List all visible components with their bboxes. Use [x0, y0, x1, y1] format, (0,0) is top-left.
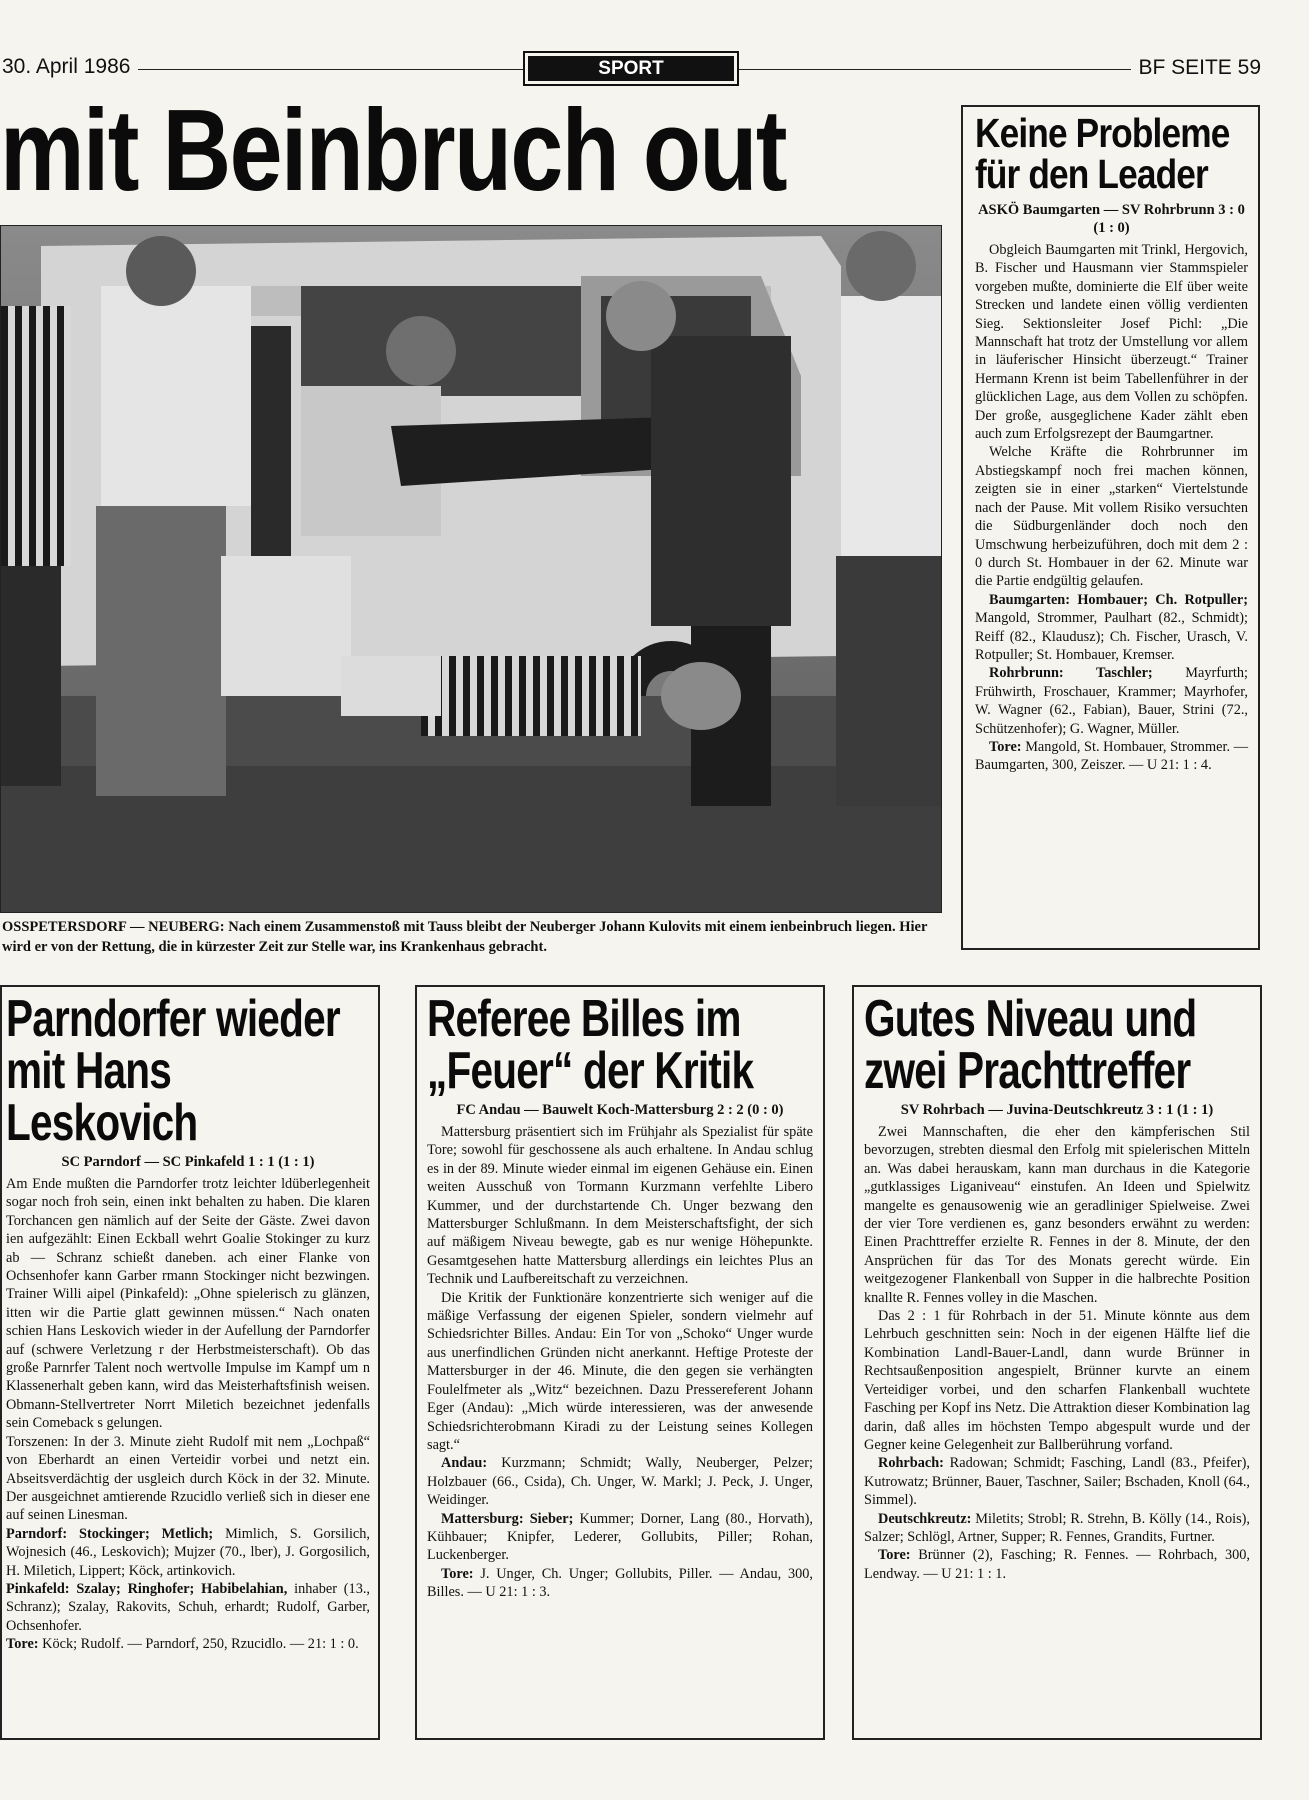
- paragraph: Die Kritik der Funktionäre konzentrierte sich weniger auf die mäßige Verfassung der eigenen Spieler, sondern vielmehr auf Schiedsrichter Billes. Andau: Ein Tor von „Schoko“ Unger wurde aus unerfindlichen Gründen nicht anerkannt. Heftige Proteste der Mattersburger in der 46. Minute, die den gegen sie verhängten Foulelfmeter als „Witz“ bezeichnen. Dazu Pressereferent Johann Eger (Andau): „Mich würde interessieren, was der anwesende Schiedsrichterobmann Kiradi zu der Leistung seines Kollegen sagt.“: [427, 1289, 813, 1453]
- article-body: [975, 241, 1248, 591]
- match-result: ASKÖ Baumgarten — SV Rohrbrunn 3 : 0 (1 : 0): [978, 202, 1245, 236]
- article-parndorfer: [0, 985, 380, 1740]
- article-keine-probleme: [961, 105, 1260, 950]
- article-body: [864, 1123, 1250, 1454]
- lineup-home: Parndorf: Stockinger; Metlich; Mimlich, S. Gorsilich, Wojnesich (46., Leskovich); Mujzer (70., lber), J. Gorgosilich, H. Miletich, Lippert; Köck, artinkovich.: [6, 1525, 370, 1579]
- match-result: SC Parndorf — SC Pinkafeld 1 : 1 (1 : 1): [61, 1154, 315, 1170]
- match-result: FC Andau — Bauwelt Koch-Mattersburg 2 : 2 (0 : 0): [456, 1102, 784, 1118]
- paragraph: Zwei Mannschaften, die eher den kämpferischen Stil bevorzugen, strebten diesmal den Erfolg mit spielerischen Mitteln an. Was dabei herauskam, kann man durchaus in die Kategorie „gutklassiges Liganiveau“ einstufen. An Ideen und Spielwitz mangelte es genausowenig wie an geradliniger Spielweise. Zwei der vier Tore verdienen es, ganz besonders erwähnt zu werden: Einen Prachttreffer erzielte R. Fennes in der 8. Minute, der den Ansprüchen für das Tor des Monats gerecht würde. Ein weitgezogener Flankenball von Supper in die halbrechte Position knallte R. Fennes volley in die Maschen.: [864, 1124, 1250, 1306]
- article-referee-billes: [415, 985, 825, 1740]
- goals-line: Tore: J. Unger, Ch. Unger; Gollubits, Piller. — Andau, 300, Billes. — U 21: 1 : 3.: [427, 1565, 813, 1601]
- article-headline: Parndorfer wieder mit Hans Leskovich: [6, 990, 340, 1152]
- header-rule-right: [739, 69, 1131, 70]
- main-headline: mit Beinbruch out: [0, 85, 786, 215]
- news-photo: [0, 225, 942, 913]
- article-body: [427, 1123, 813, 1454]
- section-label: [523, 51, 739, 86]
- photo-caption: OSSPETERSDORF — NEUBERG: Nach einem Zusammenstoß mit Tauss bleibt der Neuberger Johann Kulovits mit einem ienbeinbruch liegen. Hier wird er von der Rettung, die in kürzester Zeit zur Stelle war, ins Krankenhaus gebracht.: [2, 919, 928, 955]
- goals-line: Tore: Mangold, St. Hombauer, Strommer. — Baumgarten, 300, Zeiszer. — U 21: 1 : 4.: [975, 738, 1248, 774]
- lineup-away: Pinkafeld: Szalay; Ringhofer; Habibelahian, inhaber (13., Schranz); Szalay, Rakovits, Schuh, erhardt; Rudolf, Garber, Ochsenhofer.: [6, 1580, 370, 1634]
- header-rule-left: [138, 69, 523, 70]
- match-result: SV Rohrbach — Juvina-Deutschkreutz 3 : 1 (1 : 1): [900, 1102, 1214, 1118]
- lineup-away: Rohrbrunn: Taschler; Mayrfurth; Frühwirth, Froschauer, Krammer; Mayrhofer, W. Wagner (62., Fabian), Bauer, Strini (72., Schützenhofer); G. Wagner, Müller.: [975, 665, 1248, 737]
- goals-line: Tore: Köck; Rudolf. — Parndorf, 250, Rzucidlo. — 21: 1 : 0.: [6, 1636, 359, 1653]
- issue-date: 30. April 1986: [2, 55, 131, 78]
- paragraph: Obgleich Baumgarten mit Trinkl, Hergovich, B. Fischer und Hausmann vier Stammspieler vorgeben mußte, dominierte die Elf über weite Strecken und landete einen völlig verdienten Sieg. Sektionsleiter Josef Pichl: „Die Mannschaft hat trotz der Umstellung vor allem in läuferischer Hinsicht überzeugt.“ Trainer Hermann Krenn ist beim Tabellenführer in der glücklichen Lage, aus dem Vollen zu schöpfen. Der große, ausgeglichene Kader zählt eben auch zum Erfolgsrezept der Baumgartner.: [975, 242, 1248, 443]
- section-label-text: SPORT: [528, 56, 734, 81]
- photo-illustration: [1, 226, 941, 912]
- page-number: BF SEITE 59: [1138, 56, 1261, 79]
- paragraph: Mattersburg präsentiert sich im Frühjahr als Spezialist für späte Tore; sowohl für geschossene als auch erhaltene. In Andau schlug es in der 89. Minute wieder einmal im eigenen Gehäuse ein. Einen weiten Ausschuß von Tormann Kurzmann verfehlte Libero Kummer, und der durchstartende Ch. Unger bezwang den Mattersburger Schlußmann. In dem Meisterschaftsfight, der sich auf mäßigem Niveau bewegte, gab es nur wenige Höhepunkte. Gesamtgesehen hatte Mattersburg allerdings ein leichtes Plus an Technik und Laufbereitschaft zu verzeichnen.: [427, 1124, 813, 1288]
- article-body: [6, 1175, 370, 1525]
- article-headline: Referee Billes im „Feuer“ der Kritik: [427, 990, 754, 1100]
- paragraph: Am Ende mußten die Parndorfer trotz leichter ldüberlegenheit sogar noch froh sein, einen inkt behalten zu haben. Die klaren Torchancen gen nämlich auf der Seite der Gäste. Zwei davon ien aufgezählt: Einen Eckball wehrt Goalie Stokinger zu kurz ab — Schranz schießt daneben. ach einer Flanke von Ochsenhofer kann Garber rmann Stockinger nicht bezwingen. Trainer Willi aipel (Pinkafeld): „Ohne spielerisch zu glänzen, itten wir die Partie glatt gewinnen müssen.“ Nach onaten schien Hans Leskovich wieder in der Aufellung der Parndorfer auf (schwere Verletzung r der Herbstmeisterschaft). Ob das große Parnrfer Talent noch wertvolle Impulse im Kampf um n Klassenerhalt geben kann, wird das Meisterhaftsfinish weisen. Obmann-Stellvertreter Norrt Miletich bezeichnet jedenfalls sein Comeback s gelungen.: [6, 1176, 370, 1432]
- lineup-away: Deutschkreutz: Miletits; Strobl; R. Strehn, B. Kölly (14., Rois), Salzer; Schlögl, Artner, Supper; R. Fennes, Grandits, Furtner.: [864, 1510, 1250, 1545]
- lineup-home: Andau: Kurzmann; Schmidt; Wally, Neuberger, Pelzer; Holzbauer (66., Csida), Ch. Unger, W. Markl; J. Peck, J. Unger, Weidinger.: [427, 1455, 813, 1509]
- goals-line: Tore: Brünner (2), Fasching; R. Fennes. — Rohrbach, 300, Lendway. — U 21: 1 : 1.: [864, 1547, 1250, 1582]
- lineup-home: Rohrbach: Radowan; Schmidt; Fasching, Landl (83., Pfeifer), Kutrowatz; Brünner, Bauer, Taschner, Sailer; Bschaden, Knoll (64., Simmel).: [864, 1455, 1250, 1509]
- paragraph: Das 2 : 1 für Rohrbach in der 51. Minute könnte aus dem Lehrbuch geschnitten sein: Noch in der eigenen Hälfte lief die Kombination Landl-Bauer-Landl, dann wurde Brünner in Rechtsaußenposition angespielt, Brünner kurvte an einem Verteidiger vorbei, und den scharfen Flankenball wuchtete Fasching per Kopf ins Netz. Die Attraktion dieser Kombination lag darin, daß alles im höchsten Tempo abgespult wurde und der Gegner keine Gelegenheit zur Ballberührung vorfand.: [864, 1308, 1250, 1453]
- paragraph: Torszenen: In der 3. Minute zieht Rudolf mit nem „Lochpaß“ von Eberhardt an einen Verteidir vorbei und netzt ein. Abseitsverdächtig der usgleich durch Köck in der 32. Minute. Der ausgeichnet amtierende Rzucidlo verließ sich in dieser ene auf seinen Linesman.: [6, 1433, 370, 1524]
- lineup-away: Mattersburg: Sieber; Kummer; Dorner, Lang (80., Horvath), Kühbauer; Knipfer, Lederer, Gollubits, Piller; Rohan, Luckenberger.: [427, 1510, 814, 1564]
- article-headline: Keine Probleme für den Leader: [975, 110, 1230, 197]
- article-gutes-niveau: [852, 985, 1262, 1740]
- paragraph: Welche Kräfte die Rohrbrunner im Abstiegskampf noch frei machen können, zeigten sie in einer „starken“ Viertelstunde nach der Pause. Mit vollem Risiko versuchten die Südburgenländer doch noch den Umschwung herbeizuführen, doch mit dem 2 : 0 durch St. Hombauer in der 62. Minute war die Partie endgültig gelaufen.: [975, 444, 1248, 590]
- article-headline: Gutes Niveau und zwei Prachttreffer: [864, 990, 1197, 1100]
- lineup-home: Baumgarten: Hombauer; Ch. Rotpuller; Mangold, Strommer, Paulhart (82., Schmidt); Reiff (82., Klaudusz); Ch. Fischer, Urasch, V. Rotpuller; St. Hombauer, Kremser.: [975, 591, 1248, 663]
